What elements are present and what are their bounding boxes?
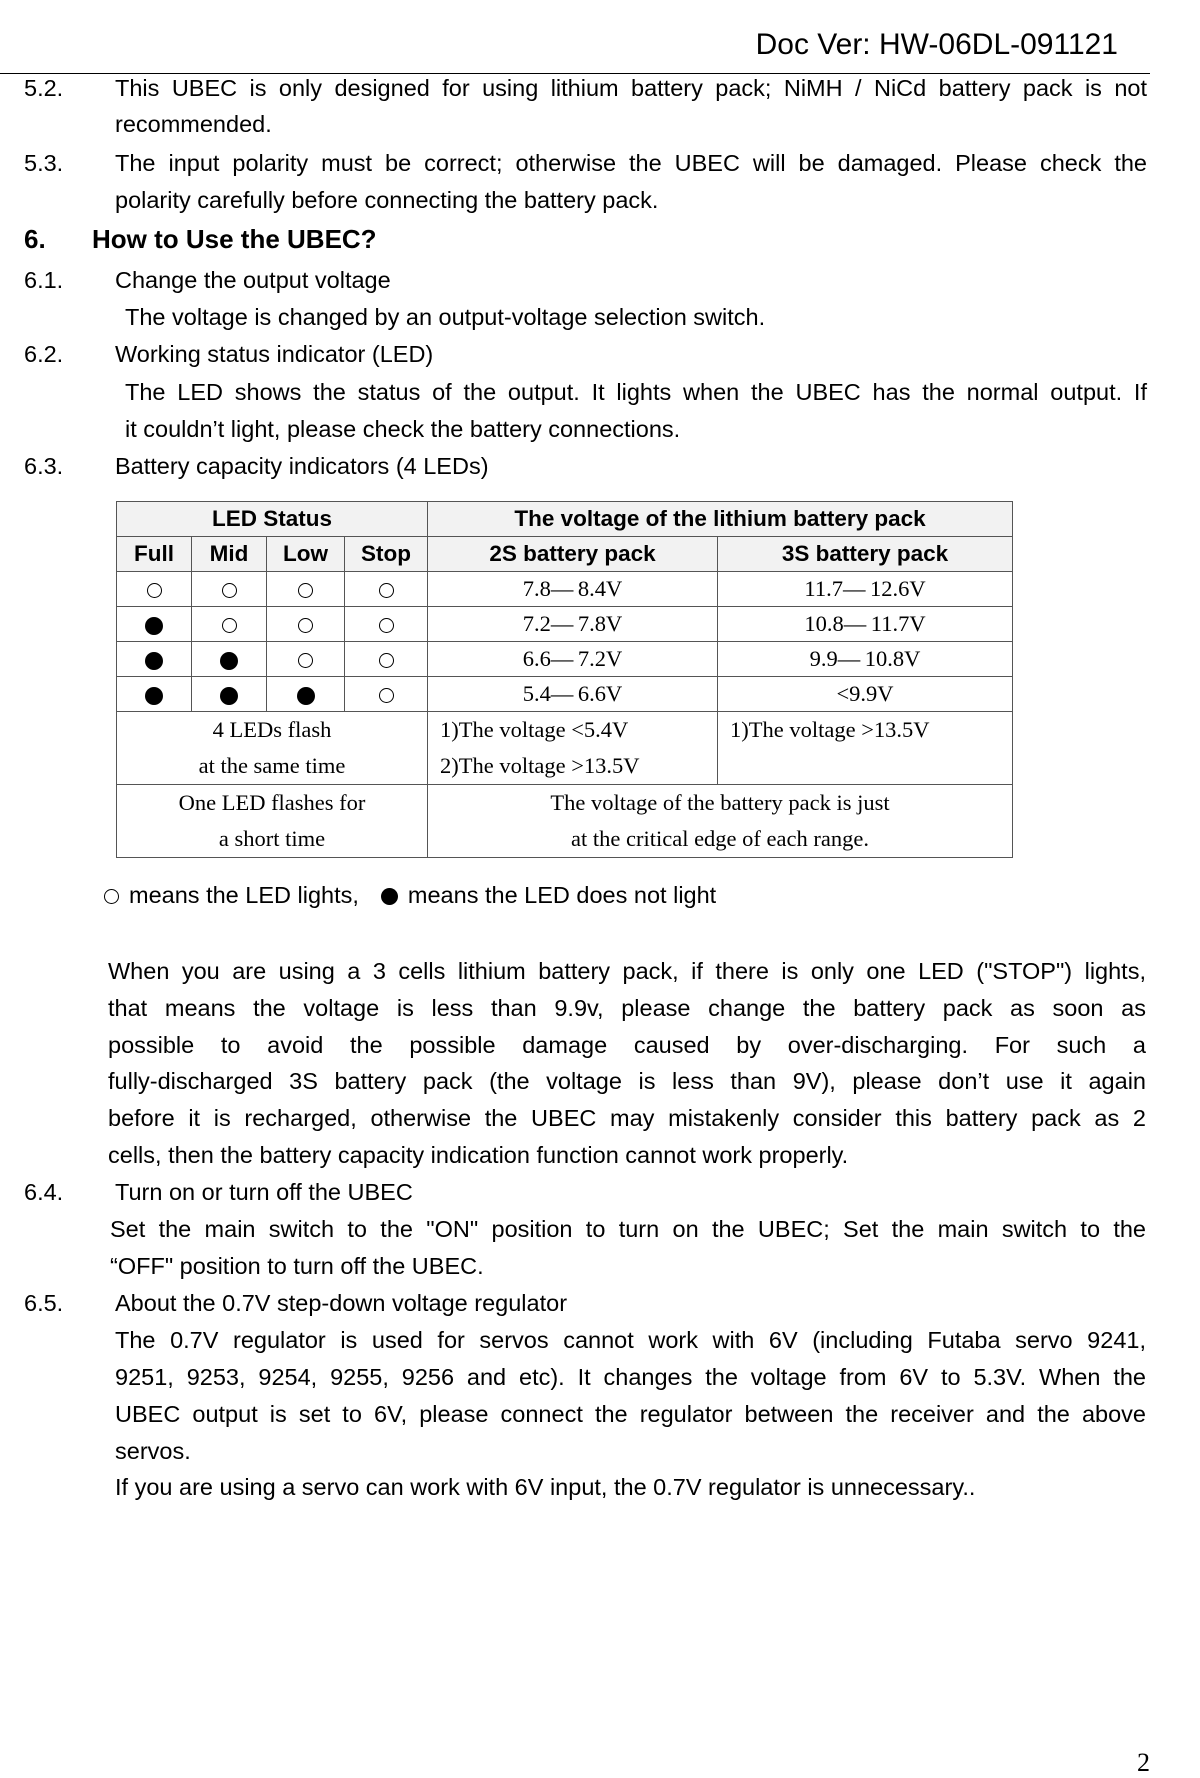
led-legend (104, 880, 716, 910)
led-lit-icon (298, 618, 313, 633)
voltage-3s: 11.7— 12.6V (718, 572, 1013, 607)
para-line-3: possible to avoid the possible damage caused by over-discharging. For such a (108, 1032, 1146, 1058)
section-6-1-body: The voltage is changed by an output-voltage selection switch. (125, 304, 766, 330)
led-off-icon (220, 687, 238, 705)
led-lit-icon (379, 653, 394, 668)
section-6-2-line-2: it couldn’t light, please check the battery connections. (125, 416, 681, 442)
led-lit-icon (379, 618, 394, 633)
led-lit-icon (222, 583, 237, 598)
section-5-3-line-1: The input polarity must be correct; otherwise the UBEC will be damaged. Please check the (115, 150, 1147, 176)
section-6-heading (24, 223, 377, 255)
table-row (117, 607, 1013, 642)
table-row (117, 572, 1013, 607)
table-subheader-row (117, 537, 1013, 572)
para-line-1: When you are using a 3 cells lithium battery pack, if there is only one LED ("STOP") lights, (108, 958, 1146, 984)
voltage-3s: <9.9V (718, 677, 1013, 712)
flash-all-cell (117, 712, 428, 785)
section-number-6-1: 6.1. (24, 267, 64, 293)
page-number: 2 (1137, 1748, 1150, 1777)
section-6-5-line-3: UBEC output is set to 6V, please connect the regulator between the receiver and the above (115, 1401, 1146, 1427)
section-number-6: 6. (24, 224, 46, 254)
section-6-2-title: Working status indicator (LED) (115, 341, 434, 367)
section-6-title: How to Use the UBEC? (92, 224, 377, 254)
col-stop: Stop (345, 537, 428, 572)
flash-one-cell (117, 785, 428, 858)
flash-one-line-1: One LED flashes for (178, 790, 366, 815)
flash-all-line-1: 4 LEDs flash (212, 717, 332, 742)
section-number-6-3: 6.3. (24, 453, 64, 479)
col-3s: 3S battery pack (718, 537, 1013, 572)
section-6-5-line-1: The 0.7V regulator is used for servos cannot work with 6V (including Futaba servo 9241, (115, 1327, 1146, 1353)
led-off-icon (381, 888, 398, 905)
led-lit-icon (379, 583, 394, 598)
section-6-3-title: Battery capacity indicators (4 LEDs) (115, 453, 489, 479)
para-line-4: fully-discharged 3S battery pack (the voltage is less than 9V), please don’t use it again (108, 1068, 1146, 1094)
table-row (117, 642, 1013, 677)
section-6-5-line-2: 9251, 9253, 9254, 9255, 9256 and etc). It changes the voltage from 6V to 5.3V. When the (115, 1364, 1146, 1390)
section-6-5-line-4: servos. (115, 1438, 191, 1464)
section-6-1-title: Change the output voltage (115, 267, 391, 293)
para-line-5: before it is recharged, otherwise the UBEC may mistakenly consider this battery pack as 2 (108, 1105, 1146, 1131)
section-number-6-2: 6.2. (24, 341, 64, 367)
voltage-2s: 6.6— 7.2V (428, 642, 718, 677)
led-lit-icon (298, 653, 313, 668)
doc-version-header: Doc Ver: HW-06DL-091121 (755, 28, 1118, 61)
voltage-2s: 5.4— 6.6V (428, 677, 718, 712)
flash-all-line-2: at the same time (198, 753, 346, 778)
section-number-6-5: 6.5. (24, 1290, 64, 1316)
table-row (117, 677, 1013, 712)
voltage-3s: 9.9— 10.8V (718, 642, 1013, 677)
flash-one-desc-line-2: at the critical edge of each range. (571, 826, 869, 851)
para-line-2: that means the voltage is less than 9.9v, please change the battery pack as soon as (108, 995, 1146, 1021)
table-row (117, 785, 1013, 858)
header-voltage: The voltage of the lithium battery pack (428, 502, 1013, 537)
voltage-3s: 10.8— 11.7V (718, 607, 1013, 642)
flash-one-desc-cell (428, 785, 1013, 858)
header-led-status: LED Status (117, 502, 428, 537)
section-number-6-4: 6.4. (24, 1179, 64, 1205)
section-6-4-title: Turn on or turn off the UBEC (115, 1179, 413, 1205)
section-number-5-2: 5.2. (24, 75, 64, 101)
led-status-table (116, 501, 1013, 858)
led-off-icon (145, 687, 163, 705)
para-line-6: cells, then the battery capacity indication function cannot work properly. (108, 1142, 849, 1168)
section-5-3-line-2: polarity carefully before connecting the battery pack. (115, 187, 659, 213)
led-lit-icon (147, 583, 162, 598)
led-off-icon (145, 617, 163, 635)
flash-one-line-2: a short time (218, 826, 326, 851)
flash-all-3s-cell (718, 712, 1013, 785)
led-lit-icon (222, 618, 237, 633)
flash-3s-line-1: 1)The voltage >13.5V (730, 717, 930, 742)
led-lit-icon (298, 583, 313, 598)
voltage-2s: 7.8— 8.4V (428, 572, 718, 607)
legend-lit-text: means the LED lights, (129, 882, 359, 908)
col-mid: Mid (192, 537, 267, 572)
led-lit-icon (104, 889, 119, 904)
flash-2s-line-2: 2)The voltage >13.5V (440, 753, 640, 778)
section-6-5-title: About the 0.7V step-down voltage regulator (115, 1290, 568, 1316)
section-5-2-line-1: This UBEC is only designed for using lithium battery pack; NiMH / NiCd battery pack is not (115, 75, 1147, 101)
section-5-2-line-2: recommended. (115, 111, 272, 137)
legend-off-text: means the LED does not light (407, 882, 717, 908)
led-off-icon (297, 687, 315, 705)
col-full: Full (117, 537, 192, 572)
col-low: Low (267, 537, 345, 572)
col-2s: 2S battery pack (428, 537, 718, 572)
table-header-row (117, 502, 1013, 537)
flash-all-2s-cell (428, 712, 718, 785)
led-off-icon (220, 652, 238, 670)
table-row (117, 712, 1013, 785)
section-6-4-line-1: Set the main switch to the "ON" position to turn on the UBEC; Set the main switch to the (110, 1216, 1146, 1242)
led-off-icon (145, 652, 163, 670)
section-6-4-line-2: “OFF" position to turn off the UBEC. (110, 1253, 484, 1279)
voltage-2s: 7.2— 7.8V (428, 607, 718, 642)
section-6-2-line-1: The LED shows the status of the output. It lights when the UBEC has the normal output. If (125, 379, 1147, 405)
flash-one-desc-line-1: The voltage of the battery pack is just (550, 790, 890, 815)
led-lit-icon (379, 688, 394, 703)
section-6-5-line-5: If you are using a servo can work with 6V input, the 0.7V regulator is unnecessary.. (115, 1474, 976, 1500)
section-number-5-3: 5.3. (24, 150, 64, 176)
flash-2s-line-1: 1)The voltage <5.4V (440, 717, 629, 742)
